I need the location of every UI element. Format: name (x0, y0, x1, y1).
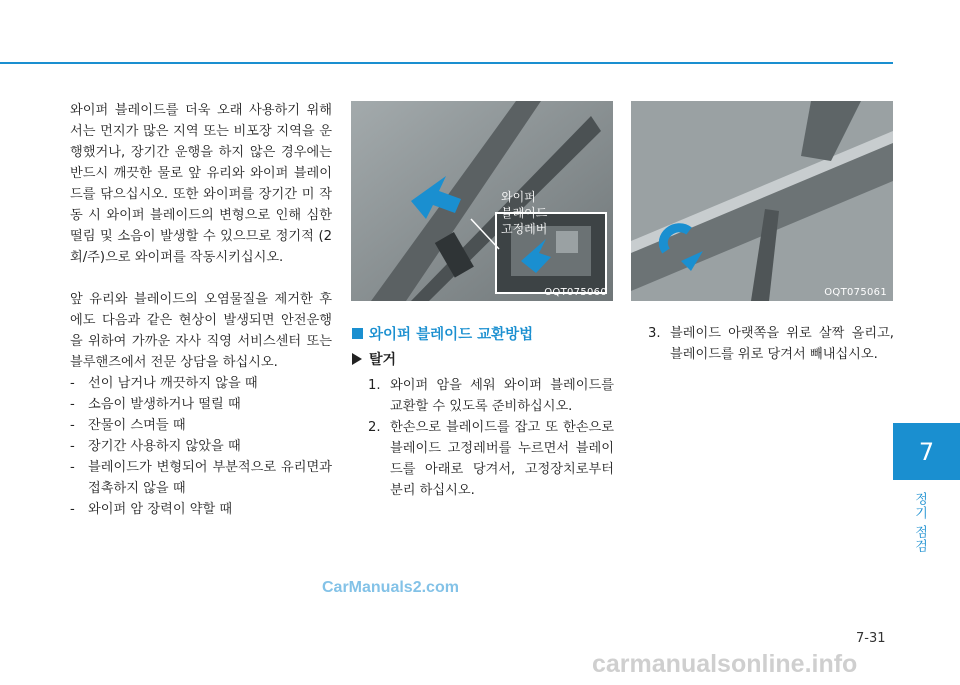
step-item (648, 323, 894, 365)
list-item: - 블레이드가 변형되어 부분적으로 유리면과 접촉하지 않을 때 (70, 457, 332, 499)
chapter-number: 7 (918, 437, 935, 466)
figure-blade-lever (351, 101, 613, 301)
consult-paragraph: 앞 유리와 블레이드의 오염물질을 제거한 후에도 다음과 같은 현상이 발생되면 안전운행을 위하여 가까운 자사 직영 서비스센터 또는 블루핸즈에서 전문 상담을 하십시오. (70, 292, 332, 370)
chapter-tab[interactable] (893, 423, 960, 480)
header-rule (0, 62, 893, 64)
triangle-bullet-icon (352, 353, 362, 365)
list-item: - 와이퍼 암 장력이 약할 때 (70, 499, 332, 520)
figure-blade-lever-illustration (351, 101, 613, 301)
list-item: - 선이 남거나 깨끗하지 않을 때 (70, 373, 332, 394)
subsection-title: 탈거 (369, 352, 397, 368)
step-number: 1. (368, 378, 381, 393)
subsection-heading (352, 349, 396, 369)
figure-code: OQT075061 (824, 287, 887, 298)
list-item: - 장기간 사용하지 않았을 때 (70, 436, 332, 457)
figure-blade-removal (631, 101, 893, 301)
removal-step-3 (648, 323, 894, 365)
watermark-bottom: carmanualsonline.info (592, 650, 858, 678)
section-heading (352, 323, 533, 344)
symptom-list (70, 373, 332, 520)
square-bullet-icon (352, 328, 363, 339)
step-number: 3. (648, 326, 661, 341)
callout-label-line: 고정레버 (501, 222, 548, 236)
figure-blade-removal-illustration (631, 101, 893, 301)
watermark-top: CarManuals2.com (322, 579, 459, 596)
step-text: 블레이드 아랫쪽을 위로 살짝 올리고, 블레이드를 위로 당겨서 빼내십시오. (670, 326, 894, 362)
list-item: - 잔물이 스며들 때 (70, 415, 332, 436)
step-text: 와이퍼 암을 세워 와이퍼 블레이드를 교환할 수 있도록 준비하십시오. (390, 378, 614, 414)
page-number: 7-31 (856, 631, 886, 646)
step-item (368, 375, 614, 417)
removal-steps (368, 375, 614, 501)
section-title: 와이퍼 블레이드 교환방법 (369, 327, 534, 343)
step-item (368, 417, 614, 501)
care-paragraph: 와이퍼 블레이드를 더욱 오래 사용하기 위해서는 먼지가 많은 지역 또는 비포장 지역을 운행했거나, 장기간 운행을 하지 않은 경우에는 반드시 깨끗한 물로 앞 유리와 와이퍼 블레이드를 닦으십시오. 또한 와이퍼를 장기간 미 작동 시 와이퍼 블레이드의 변형으로 인해 심한 떨림 및 소음이 발생할 수 있으므로 정기적 (2회/주)으로 와이퍼를 작동시키십시오. (70, 103, 332, 265)
callout-label-line: 블레이드 (501, 206, 548, 220)
list-item: - 소음이 발생하거나 떨릴 때 (70, 394, 332, 415)
callout-label-line: 와이퍼 (501, 190, 536, 204)
step-text: 한손으로 블레이드를 잡고 또 한손으로 블레이드 고정레버를 누르면서 블레이드를 아래로 당겨서, 고정장치로부터 분리 하십시오. (390, 420, 614, 498)
chapter-name: 정기 점검 (912, 492, 927, 554)
left-column (70, 100, 332, 520)
figure-code: OQT075060 (544, 287, 607, 298)
step-number: 2. (368, 420, 381, 435)
